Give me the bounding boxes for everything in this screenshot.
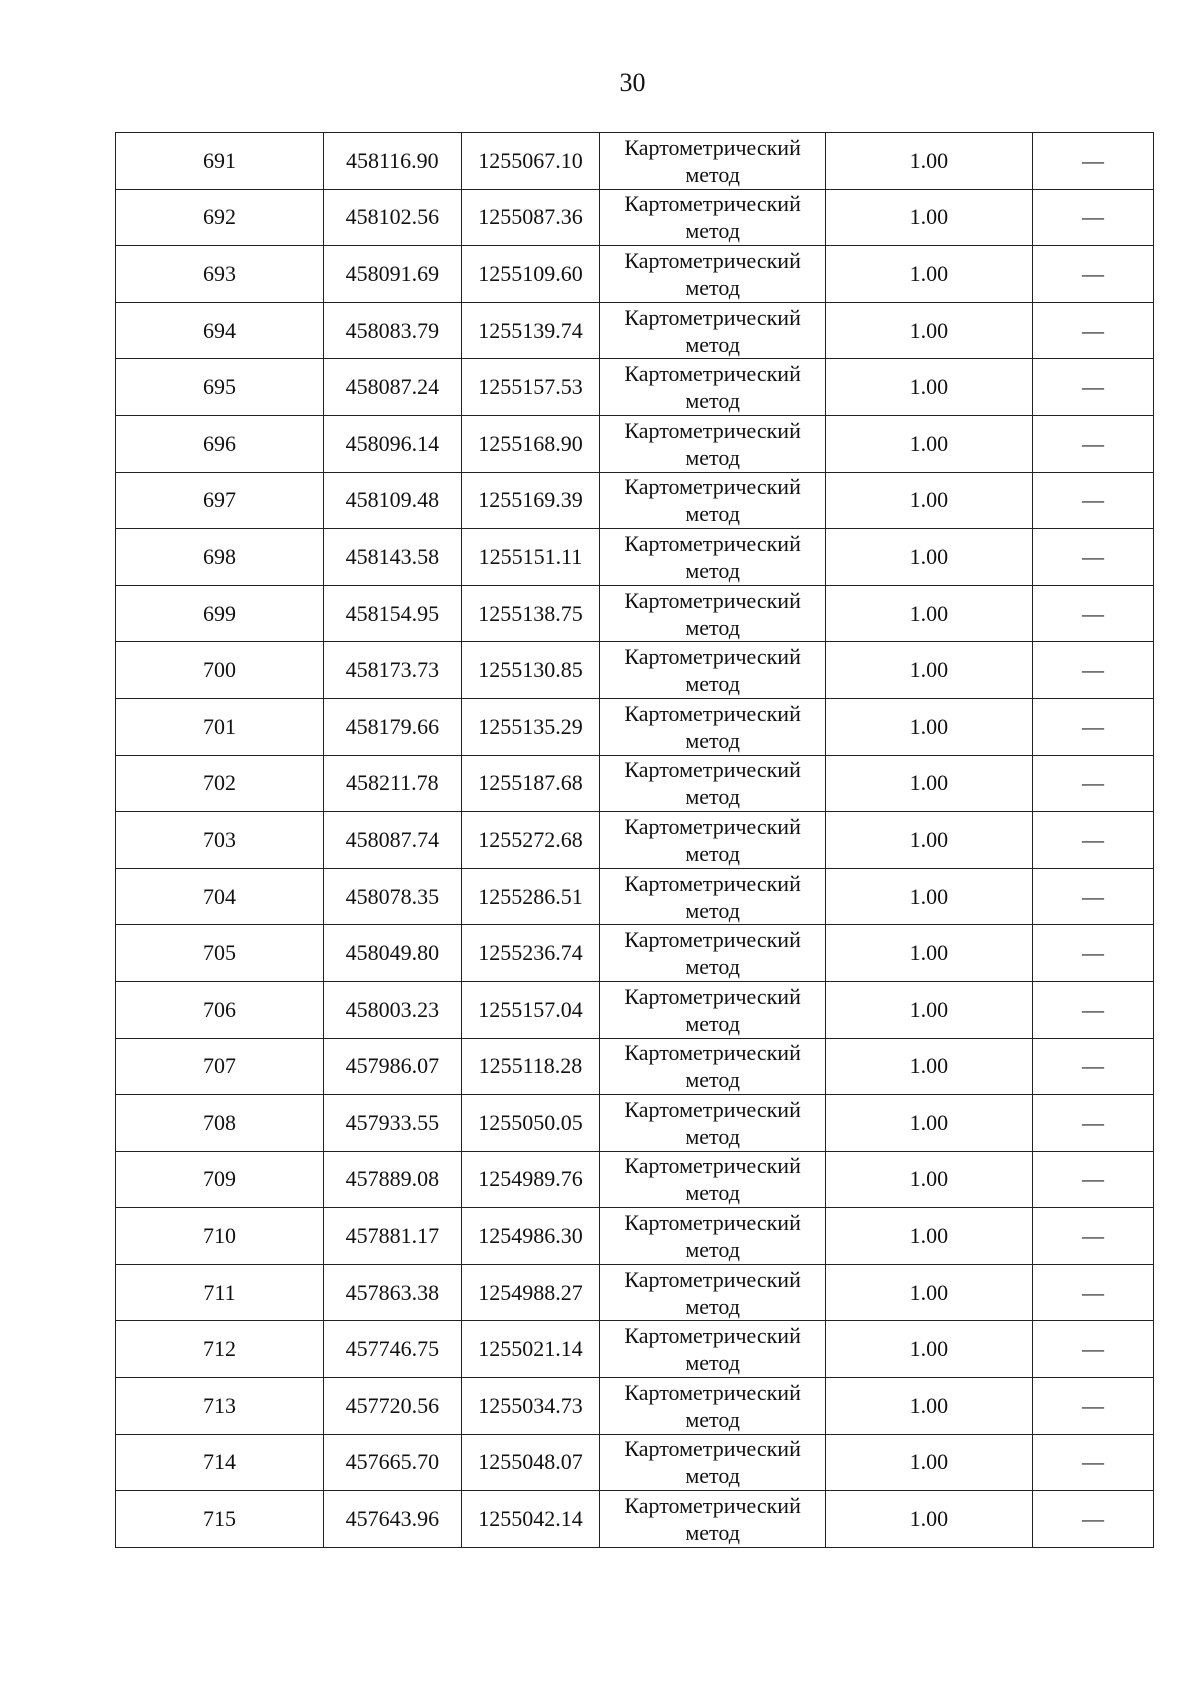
y-coordinate-cell: 1255130.85 [461, 642, 600, 699]
accuracy-cell: 1.00 [825, 755, 1032, 812]
method-line-2: метод [685, 557, 740, 583]
method-line-1: Картометрический [624, 927, 801, 953]
coordinates-table [115, 132, 1154, 1548]
point-number-cell: 709 [116, 1151, 324, 1208]
note-cell: — [1032, 133, 1153, 190]
y-coordinate-cell: 1255042.14 [461, 1491, 600, 1548]
method-cell [600, 133, 826, 190]
note-cell: — [1032, 868, 1153, 925]
y-coordinate-cell: 1255139.74 [461, 302, 600, 359]
point-number-cell: 697 [116, 472, 324, 529]
table-row [116, 1038, 1154, 1095]
method-cell [600, 925, 826, 982]
x-coordinate-cell: 457746.75 [324, 1321, 462, 1378]
method-line-1: Картометрический [624, 417, 801, 443]
method-line-2: метод [685, 1010, 740, 1036]
method-line-2: метод [685, 444, 740, 470]
x-coordinate-cell: 458091.69 [324, 246, 462, 303]
method-line-1: Картометрический [624, 587, 801, 613]
table-row [116, 868, 1154, 925]
point-number-cell: 704 [116, 868, 324, 925]
table-body [116, 133, 1154, 1548]
x-coordinate-cell: 458143.58 [324, 529, 462, 586]
y-coordinate-cell: 1255272.68 [461, 812, 600, 869]
method-line-2: метод [685, 331, 740, 357]
point-number-cell: 708 [116, 1095, 324, 1152]
accuracy-cell: 1.00 [825, 1434, 1032, 1491]
method-line-1: Картометрический [624, 1040, 801, 1066]
x-coordinate-cell: 458179.66 [324, 698, 462, 755]
table-row [116, 1321, 1154, 1378]
method-line-2: метод [685, 1463, 740, 1489]
method-line-2: метод [685, 671, 740, 697]
method-line-1: Картометрический [624, 700, 801, 726]
x-coordinate-cell: 457720.56 [324, 1378, 462, 1435]
method-line-2: метод [685, 897, 740, 923]
method-line-2: метод [685, 1067, 740, 1093]
method-cell [600, 246, 826, 303]
table-row [116, 1208, 1154, 1265]
note-cell: — [1032, 1434, 1153, 1491]
y-coordinate-cell: 1255169.39 [461, 472, 600, 529]
point-number-cell: 703 [116, 812, 324, 869]
table-row [116, 642, 1154, 699]
method-line-1: Картометрический [624, 1153, 801, 1179]
note-cell: — [1032, 302, 1153, 359]
method-cell [600, 472, 826, 529]
table-row [116, 529, 1154, 586]
x-coordinate-cell: 458087.24 [324, 359, 462, 416]
note-cell: — [1032, 1038, 1153, 1095]
x-coordinate-cell: 458173.73 [324, 642, 462, 699]
accuracy-cell: 1.00 [825, 1264, 1032, 1321]
table-row [116, 585, 1154, 642]
table-row [116, 698, 1154, 755]
point-number-cell: 706 [116, 981, 324, 1038]
method-line-2: метод [685, 727, 740, 753]
method-cell [600, 642, 826, 699]
method-line-2: метод [685, 161, 740, 187]
note-cell: — [1032, 585, 1153, 642]
method-cell [600, 981, 826, 1038]
method-cell [600, 868, 826, 925]
method-cell [600, 189, 826, 246]
point-number-cell: 692 [116, 189, 324, 246]
note-cell: — [1032, 359, 1153, 416]
method-line-1: Картометрический [624, 474, 801, 500]
accuracy-cell: 1.00 [825, 1038, 1032, 1095]
note-cell: — [1032, 925, 1153, 982]
method-line-2: метод [685, 1237, 740, 1263]
method-line-1: Картометрический [624, 247, 801, 273]
method-line-2: метод [685, 388, 740, 414]
note-cell: — [1032, 1151, 1153, 1208]
accuracy-cell: 1.00 [825, 246, 1032, 303]
accuracy-cell: 1.00 [825, 1491, 1032, 1548]
method-line-1: Картометрический [624, 1266, 801, 1292]
x-coordinate-cell: 458078.35 [324, 868, 462, 925]
table-row [116, 1434, 1154, 1491]
table-row [116, 246, 1154, 303]
method-line-1: Картометрический [624, 530, 801, 556]
method-line-1: Картометрический [624, 1323, 801, 1349]
method-cell [600, 755, 826, 812]
point-number-cell: 696 [116, 415, 324, 472]
accuracy-cell: 1.00 [825, 1208, 1032, 1265]
method-cell [600, 529, 826, 586]
accuracy-cell: 1.00 [825, 133, 1032, 190]
accuracy-cell: 1.00 [825, 642, 1032, 699]
point-number-cell: 707 [116, 1038, 324, 1095]
y-coordinate-cell: 1255048.07 [461, 1434, 600, 1491]
note-cell: — [1032, 472, 1153, 529]
method-cell [600, 1491, 826, 1548]
method-cell [600, 1151, 826, 1208]
note-cell: — [1032, 1321, 1153, 1378]
point-number-cell: 711 [116, 1264, 324, 1321]
table-row [116, 812, 1154, 869]
accuracy-cell: 1.00 [825, 189, 1032, 246]
y-coordinate-cell: 1255067.10 [461, 133, 600, 190]
y-coordinate-cell: 1255286.51 [461, 868, 600, 925]
method-line-1: Картометрический [624, 757, 801, 783]
accuracy-cell: 1.00 [825, 698, 1032, 755]
method-line-1: Картометрический [624, 870, 801, 896]
note-cell: — [1032, 529, 1153, 586]
y-coordinate-cell: 1255118.28 [461, 1038, 600, 1095]
y-coordinate-cell: 1255157.53 [461, 359, 600, 416]
method-line-2: метод [685, 614, 740, 640]
method-line-2: метод [685, 784, 740, 810]
method-cell [600, 1434, 826, 1491]
x-coordinate-cell: 457933.55 [324, 1095, 462, 1152]
accuracy-cell: 1.00 [825, 812, 1032, 869]
point-number-cell: 715 [116, 1491, 324, 1548]
method-line-2: метод [685, 1180, 740, 1206]
point-number-cell: 702 [116, 755, 324, 812]
y-coordinate-cell: 1255034.73 [461, 1378, 600, 1435]
note-cell: — [1032, 1491, 1153, 1548]
y-coordinate-cell: 1254989.76 [461, 1151, 600, 1208]
table-row [116, 1095, 1154, 1152]
table-row [116, 472, 1154, 529]
x-coordinate-cell: 458211.78 [324, 755, 462, 812]
method-line-2: метод [685, 218, 740, 244]
point-number-cell: 714 [116, 1434, 324, 1491]
table-row [116, 1491, 1154, 1548]
method-cell [600, 1264, 826, 1321]
point-number-cell: 693 [116, 246, 324, 303]
point-number-cell: 700 [116, 642, 324, 699]
accuracy-cell: 1.00 [825, 585, 1032, 642]
point-number-cell: 710 [116, 1208, 324, 1265]
point-number-cell: 695 [116, 359, 324, 416]
y-coordinate-cell: 1255151.11 [461, 529, 600, 586]
x-coordinate-cell: 458083.79 [324, 302, 462, 359]
method-cell [600, 302, 826, 359]
table-row [116, 1378, 1154, 1435]
point-number-cell: 712 [116, 1321, 324, 1378]
x-coordinate-cell: 458096.14 [324, 415, 462, 472]
y-coordinate-cell: 1255021.14 [461, 1321, 600, 1378]
x-coordinate-cell: 457889.08 [324, 1151, 462, 1208]
accuracy-cell: 1.00 [825, 1151, 1032, 1208]
accuracy-cell: 1.00 [825, 981, 1032, 1038]
table-row [116, 925, 1154, 982]
note-cell: — [1032, 189, 1153, 246]
note-cell: — [1032, 981, 1153, 1038]
method-line-1: Картометрический [624, 1379, 801, 1405]
accuracy-cell: 1.00 [825, 1378, 1032, 1435]
x-coordinate-cell: 458116.90 [324, 133, 462, 190]
method-line-2: метод [685, 1293, 740, 1319]
table-row [116, 133, 1154, 190]
x-coordinate-cell: 458102.56 [324, 189, 462, 246]
method-line-1: Картометрический [624, 1210, 801, 1236]
method-cell [600, 359, 826, 416]
method-cell [600, 1095, 826, 1152]
y-coordinate-cell: 1255109.60 [461, 246, 600, 303]
method-line-2: метод [685, 954, 740, 980]
x-coordinate-cell: 457881.17 [324, 1208, 462, 1265]
x-coordinate-cell: 458109.48 [324, 472, 462, 529]
y-coordinate-cell: 1255187.68 [461, 755, 600, 812]
method-line-2: метод [685, 1406, 740, 1432]
x-coordinate-cell: 457665.70 [324, 1434, 462, 1491]
table-row [116, 415, 1154, 472]
method-line-1: Картометрический [624, 1096, 801, 1122]
note-cell: — [1032, 1264, 1153, 1321]
method-line-1: Картометрический [624, 134, 801, 160]
method-cell [600, 698, 826, 755]
y-coordinate-cell: 1254988.27 [461, 1264, 600, 1321]
accuracy-cell: 1.00 [825, 415, 1032, 472]
x-coordinate-cell: 458003.23 [324, 981, 462, 1038]
table-row [116, 302, 1154, 359]
note-cell: — [1032, 755, 1153, 812]
note-cell: — [1032, 246, 1153, 303]
method-line-2: метод [685, 274, 740, 300]
y-coordinate-cell: 1254986.30 [461, 1208, 600, 1265]
x-coordinate-cell: 458154.95 [324, 585, 462, 642]
accuracy-cell: 1.00 [825, 1321, 1032, 1378]
x-coordinate-cell: 458087.74 [324, 812, 462, 869]
page-number: 30 [619, 68, 646, 97]
x-coordinate-cell: 457863.38 [324, 1264, 462, 1321]
table-row [116, 189, 1154, 246]
method-cell [600, 415, 826, 472]
table-row [116, 755, 1154, 812]
method-line-2: метод [685, 1350, 740, 1376]
method-cell [600, 1378, 826, 1435]
y-coordinate-cell: 1255087.36 [461, 189, 600, 246]
point-number-cell: 701 [116, 698, 324, 755]
accuracy-cell: 1.00 [825, 529, 1032, 586]
method-line-1: Картометрический [624, 983, 801, 1009]
point-number-cell: 713 [116, 1378, 324, 1435]
point-number-cell: 691 [116, 133, 324, 190]
method-line-1: Картометрический [624, 644, 801, 670]
table-row [116, 359, 1154, 416]
method-cell [600, 1038, 826, 1095]
note-cell: — [1032, 812, 1153, 869]
table-row [116, 1264, 1154, 1321]
y-coordinate-cell: 1255138.75 [461, 585, 600, 642]
accuracy-cell: 1.00 [825, 302, 1032, 359]
method-line-2: метод [685, 1123, 740, 1149]
y-coordinate-cell: 1255050.05 [461, 1095, 600, 1152]
accuracy-cell: 1.00 [825, 925, 1032, 982]
note-cell: — [1032, 642, 1153, 699]
method-line-1: Картометрический [624, 1436, 801, 1462]
method-cell [600, 1321, 826, 1378]
accuracy-cell: 1.00 [825, 472, 1032, 529]
method-cell [600, 812, 826, 869]
x-coordinate-cell: 457986.07 [324, 1038, 462, 1095]
method-line-1: Картометрический [624, 361, 801, 387]
note-cell: — [1032, 415, 1153, 472]
method-cell [600, 1208, 826, 1265]
y-coordinate-cell: 1255168.90 [461, 415, 600, 472]
point-number-cell: 694 [116, 302, 324, 359]
point-number-cell: 705 [116, 925, 324, 982]
point-number-cell: 699 [116, 585, 324, 642]
note-cell: — [1032, 698, 1153, 755]
method-line-1: Картометрический [624, 1493, 801, 1519]
method-line-1: Картометрический [624, 813, 801, 839]
accuracy-cell: 1.00 [825, 1095, 1032, 1152]
table-row [116, 981, 1154, 1038]
accuracy-cell: 1.00 [825, 359, 1032, 416]
method-line-1: Картометрический [624, 191, 801, 217]
y-coordinate-cell: 1255157.04 [461, 981, 600, 1038]
x-coordinate-cell: 458049.80 [324, 925, 462, 982]
method-cell [600, 585, 826, 642]
method-line-2: метод [685, 501, 740, 527]
y-coordinate-cell: 1255135.29 [461, 698, 600, 755]
note-cell: — [1032, 1208, 1153, 1265]
method-line-2: метод [685, 1520, 740, 1546]
method-line-2: метод [685, 840, 740, 866]
y-coordinate-cell: 1255236.74 [461, 925, 600, 982]
note-cell: — [1032, 1378, 1153, 1435]
table-row [116, 1151, 1154, 1208]
x-coordinate-cell: 457643.96 [324, 1491, 462, 1548]
note-cell: — [1032, 1095, 1153, 1152]
method-line-1: Картометрический [624, 304, 801, 330]
accuracy-cell: 1.00 [825, 868, 1032, 925]
point-number-cell: 698 [116, 529, 324, 586]
